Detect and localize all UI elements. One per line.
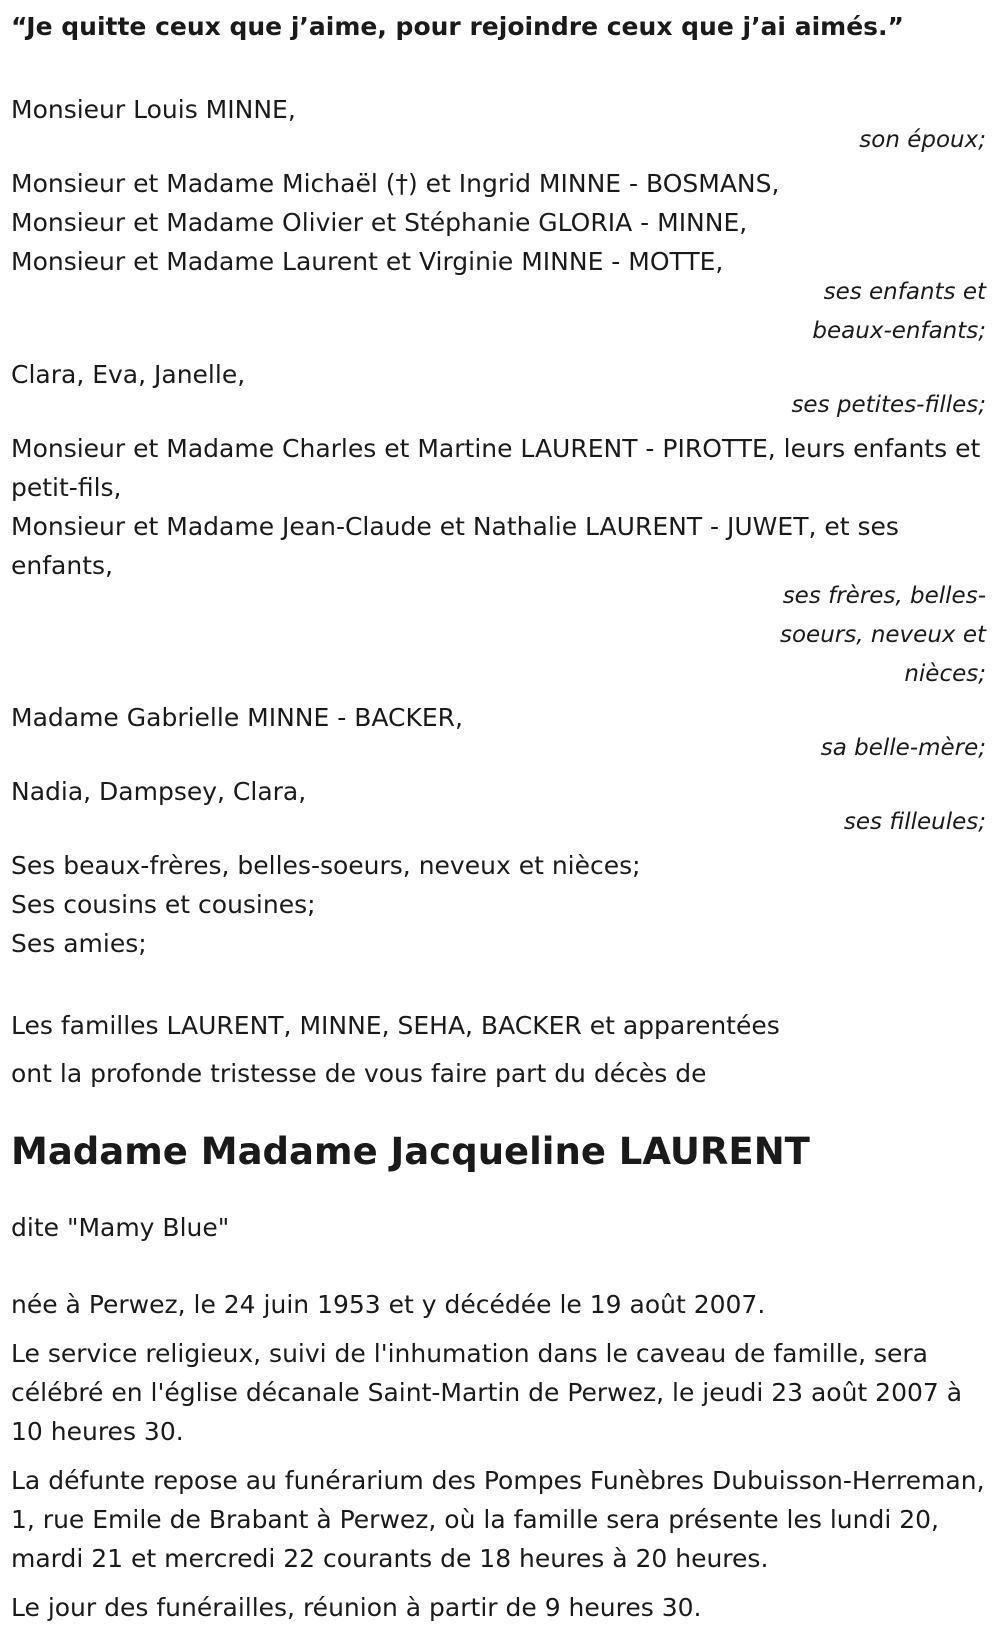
family-others bbox=[11, 846, 986, 963]
family-member-line: Monsieur Louis MINNE, bbox=[11, 95, 296, 124]
deceased-name: Madame Madame Jacqueline LAURENT bbox=[11, 1130, 810, 1173]
announcement-line: Les familles LAURENT, MINNE, SEHA, BACKER et apparentées bbox=[11, 1011, 780, 1040]
paragraph-text: La défunte repose au funérarium des Pompes Funèbres Dubuisson-Herreman, 1, rue Emile de Brabant à Perwez, où la famille sera présente les lundi 20, mardi 21 et mercredi 22 courants de 18 heures à 20 heures. bbox=[11, 1466, 985, 1573]
paragraph-text: née à Perwez, le 24 juin 1953 et y décédée le 19 août 2007. bbox=[11, 1290, 766, 1319]
birth-death-paragraph bbox=[11, 1285, 986, 1324]
relationship-label: sa belle-mère; bbox=[820, 735, 986, 761]
family-member-line: Monsieur et Madame Charles et Martine LAURENT - PIROTTE, leurs enfants et petit-fils, bbox=[11, 434, 981, 502]
family-member-line: Ses beaux-frères, belles-soeurs, neveux et nièces; bbox=[11, 851, 641, 880]
family-children bbox=[11, 164, 986, 351]
relationship-label: ses enfants et beaux-enfants; bbox=[812, 279, 986, 344]
service-paragraph bbox=[11, 1334, 986, 1451]
relationship-label: ses frères, belles-soeurs, neveux et nièces; bbox=[779, 583, 986, 687]
family-member-line: Ses cousins et cousines; bbox=[11, 890, 316, 919]
announcement-line: ont la profonde tristesse de vous faire part du décès de bbox=[11, 1059, 707, 1088]
epigraph-quote: “Je quitte ceux que j’aime, pour rejoindre ceux que j’ai aimés.” bbox=[11, 12, 904, 41]
relationship-label: son époux; bbox=[859, 127, 986, 153]
paragraph-text: Le service religieux, suivi de l'inhumation dans le caveau de famille, sera célébré en l'église décanale Saint-Martin de Perwez, le jeudi 23 août 2007 à 10 heures 30. bbox=[11, 1339, 963, 1446]
family-member-line: Monsieur et Madame Olivier et Stéphanie GLORIA - MINNE, bbox=[11, 208, 748, 237]
family-mother-in-law bbox=[11, 698, 986, 768]
family-member-line: Monsieur et Madame Michaël (†) et Ingrid MINNE - BOSMANS, bbox=[11, 169, 780, 198]
family-siblings bbox=[11, 429, 986, 694]
family-member-line: Monsieur et Madame Jean-Claude et Nathalie LAURENT - JUWET, et ses enfants, bbox=[11, 512, 899, 580]
family-member-line: Clara, Eva, Janelle, bbox=[11, 360, 246, 389]
family-member-line: Monsieur et Madame Laurent et Virginie MINNE - MOTTE, bbox=[11, 247, 724, 276]
obituary-notice bbox=[11, 7, 986, 1637]
family-spouse bbox=[11, 90, 986, 160]
family-member-line: Nadia, Dampsey, Clara, bbox=[11, 777, 307, 806]
announcement bbox=[11, 1002, 986, 1098]
family-grandchildren bbox=[11, 355, 986, 425]
meeting-paragraph bbox=[11, 1588, 986, 1627]
funeral-home-paragraph bbox=[11, 1461, 986, 1578]
paragraph-text: Le jour des funérailles, réunion à partir de 9 heures 30. bbox=[11, 1593, 702, 1622]
family-member-line: Ses amies; bbox=[11, 929, 147, 958]
relationship-label: ses petites-filles; bbox=[791, 392, 986, 418]
relationship-label: ses filleules; bbox=[843, 809, 986, 835]
deceased-nickname: dite "Mamy Blue" bbox=[11, 1213, 230, 1242]
family-goddaughters bbox=[11, 772, 986, 842]
section-spacer bbox=[11, 963, 986, 1002]
family-member-line: Madame Gabrielle MINNE - BACKER, bbox=[11, 703, 463, 732]
